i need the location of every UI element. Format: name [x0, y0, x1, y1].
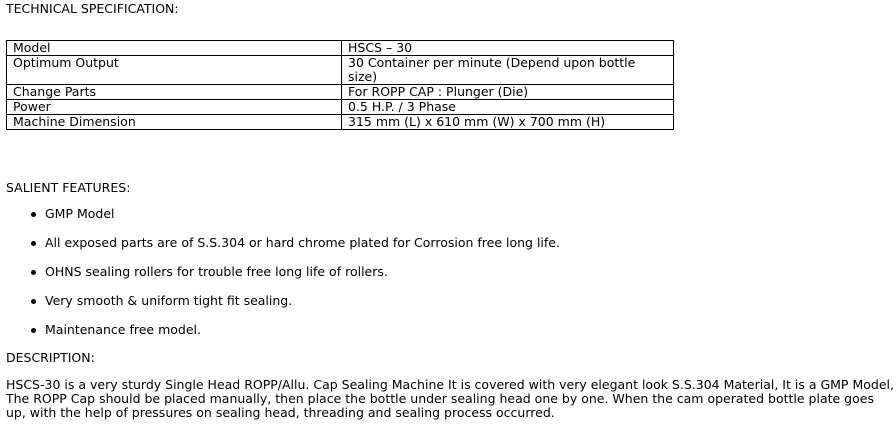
spec-value: 315 mm (L) x 610 mm (W) x 700 mm (H)	[342, 115, 674, 130]
bullet-icon	[31, 328, 36, 333]
table-row	[7, 85, 674, 100]
spec-label: Machine Dimension	[7, 115, 342, 130]
list-item	[25, 262, 885, 291]
table-row	[7, 100, 674, 115]
spec-label: Change Parts	[7, 85, 342, 100]
spec-value: HSCS – 30	[342, 41, 674, 56]
specification-table	[6, 40, 674, 130]
table-row	[7, 115, 674, 130]
salient-features-heading: SALIENT FEATURES:	[6, 180, 131, 195]
description-text: HSCS-30 is a very sturdy Single Head ROPP/Allu. Cap Sealing Machine It is covered with very elegant look S.S.304 Material, It is a GMP Model, The ROPP Cap should be placed manually, then place the bottle under sealing head one by one. When the cam operated bottle plate goes up, with the help of pressures on sealing head, threading and sealing process occurred.	[6, 377, 894, 420]
feature-text: OHNS sealing rollers for trouble free long life of rollers.	[45, 264, 388, 279]
list-item	[25, 204, 885, 233]
description-heading: DESCRIPTION:	[6, 350, 95, 365]
technical-specification-heading: TECHNICAL SPECIFICATION:	[6, 1, 179, 16]
bullet-icon	[31, 270, 36, 275]
spec-value: 30 Container per minute (Depend upon bottle size)	[342, 56, 674, 85]
table-row	[7, 56, 674, 85]
spec-label: Power	[7, 100, 342, 115]
salient-features-list	[25, 204, 885, 349]
table-row	[7, 41, 674, 56]
bullet-icon	[31, 299, 36, 304]
bullet-icon	[31, 212, 36, 217]
spec-value: 0.5 H.P. / 3 Phase	[342, 100, 674, 115]
feature-text: All exposed parts are of S.S.304 or hard chrome plated for Corrosion free long life.	[45, 235, 560, 250]
list-item	[25, 233, 885, 262]
spec-value: For ROPP CAP : Plunger (Die)	[342, 85, 674, 100]
list-item	[25, 320, 885, 349]
feature-text: Very smooth & uniform tight fit sealing.	[45, 293, 293, 308]
bullet-icon	[31, 241, 36, 246]
feature-text: GMP Model	[45, 206, 115, 221]
list-item	[25, 291, 885, 320]
feature-text: Maintenance free model.	[45, 322, 201, 337]
spec-label: Model	[7, 41, 342, 56]
spec-label: Optimum Output	[7, 56, 342, 85]
